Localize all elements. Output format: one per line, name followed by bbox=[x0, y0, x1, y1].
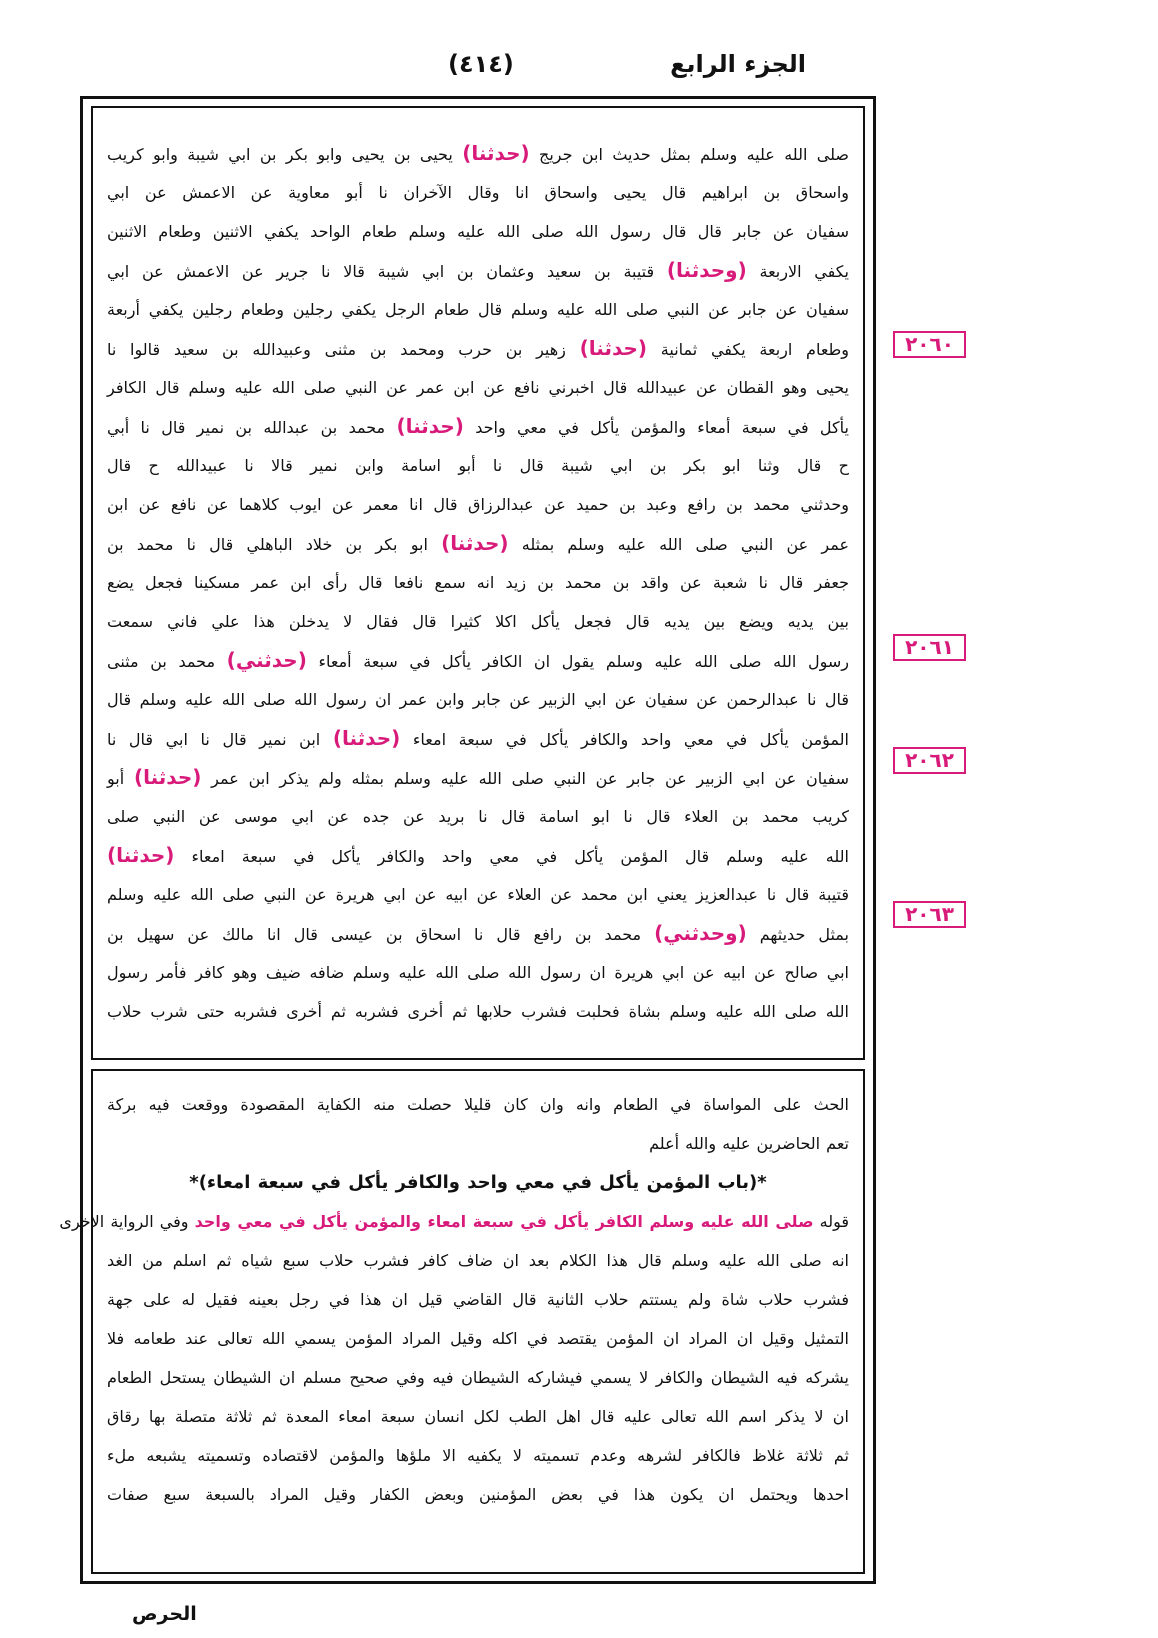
hadith-line bbox=[107, 641, 849, 680]
hadith-text-segment: وحدثني محمد بن رافع وعبد بن حميد عن عبدالرزاق قال انا معمر عن ايوب كلاهما عن نافع عن ابن bbox=[107, 495, 849, 514]
hadith-text-segment: عمر عن النبي صلى الله عليه وسلم بمثله bbox=[508, 535, 850, 554]
hadith-text-segment: يأكل في سبعة أمعاء والمؤمن يأكل في معي واحد bbox=[463, 418, 849, 437]
footer-catchword: الحرص bbox=[132, 1603, 197, 1625]
hadith-text-segment: ابن نمير قال نا ابي قال نا bbox=[107, 730, 333, 749]
hadith-line bbox=[107, 992, 849, 1031]
commentary-line: انه صلى الله عليه وسلم قال هذا الكلام بعد ان ضاف كافر فشرب حلاب سبع شياه ثم اسلم من الغد bbox=[107, 1251, 849, 1270]
hadith-text-segment: الله صلى الله عليه وسلم بشاة فحلبت فشرب حلابها ثم أخرى فشربه ثم أخرى فشربه حتى شرب حلاب bbox=[107, 1002, 849, 1021]
hadith-text-segment: صلى الله عليه وسلم بمثل حديث ابن جريج bbox=[529, 145, 849, 164]
narration-keyword: (حدثنا) bbox=[133, 765, 202, 789]
hadith-text-segment: سفيان عن جابر عن النبي صلى الله عليه وسلم قال طعام الرجل يكفي رجلين وطعام رجلين يكفي أربعة bbox=[107, 300, 849, 319]
hadith-line bbox=[107, 329, 849, 368]
hadith-text-segment: سفيان عن ابي الزبير عن جابر عن النبي صلى الله عليه وسلم بمثله ولم يذكر ابن عمر bbox=[201, 769, 850, 788]
chapter-title: *(باب المؤمن يأكل في معي واحد والكافر يأكل في سبعة امعاء)* bbox=[189, 1172, 767, 1193]
page-number: (٤١٤) bbox=[448, 50, 514, 78]
hadith-line bbox=[107, 251, 849, 290]
hadith-number-2061: ٢٠٦١ bbox=[893, 634, 966, 661]
hadith-line bbox=[107, 680, 849, 719]
narration-keyword: (حدثنا) bbox=[441, 531, 509, 555]
hadith-line bbox=[107, 368, 849, 407]
hadith-text-segment: قتيبة بن سعيد وعثمان بن ابي شيبة قالا نا جرير عن الاعمش عن ابي bbox=[107, 262, 667, 281]
commentary-line: الحث على المواساة في الطعام وانه وان كان قليلا حصلت منه الكفاية المقصودة ووقعت فيه بركة bbox=[107, 1095, 849, 1114]
commentary-line: تعم الحاضرين عليه والله أعلم bbox=[649, 1134, 849, 1153]
hadith-text-segment: واسحاق بن ابراهيم قال يحيى واسحاق انا وقال الآخران نا أبو معاوية عن الاعمش عن ابي bbox=[107, 183, 849, 202]
commentary-line: ثم ثلاثة غلاظ فالكافر لشرهه وعدم تسميته لا يكفيه الا ملؤها والمؤمن لاقتصاده وتسميته يشبعه ملء bbox=[107, 1446, 849, 1465]
hadith-text bbox=[93, 108, 863, 1031]
hadith-line bbox=[107, 446, 849, 485]
commentary-box bbox=[59, 1069, 865, 1574]
commentary-line: التمثيل وقيل ان المراد ان المؤمن يقتصد في اكله وقيل المراد المؤمن يسمي الله تعالى عند طعامه فلا bbox=[107, 1329, 849, 1348]
hadith-text-segment: جعفر قال نا شعبة عن واقد بن محمد بن زيد انه سمع نافعا قال رأى ابن عمر مسكينا فجعل يضع bbox=[107, 573, 849, 592]
hadith-text-segment: محمد بن رافع قال نا اسحاق بن عيسى قال انا مالك عن سهيل بن bbox=[107, 925, 655, 944]
narration-keyword: (حدثنا) bbox=[107, 843, 175, 867]
hadith-line bbox=[107, 719, 849, 758]
hadith-line bbox=[107, 602, 849, 641]
hadith-number-2060: ٢٠٦٠ bbox=[893, 331, 966, 358]
part-title: الجزء الرابع bbox=[670, 50, 806, 78]
hadith-text-segment: ابي صالح عن ابيه عن ابي هريرة ان رسول الله صلى الله عليه وسلم ضافه ضيف وهو كافر فأمر رسول bbox=[107, 963, 849, 982]
narration-keyword: (حدثنا) bbox=[462, 141, 530, 165]
hadith-line bbox=[107, 914, 849, 953]
hadith-line bbox=[107, 875, 849, 914]
narration-keyword: (حدثني) bbox=[226, 648, 307, 672]
narration-keyword: (حدثنا) bbox=[579, 336, 648, 360]
hadith-text-segment: الله عليه وسلم قال المؤمن يأكل في معي واحد والكافر يأكل في سبعة امعاء bbox=[174, 847, 849, 866]
quote-prefix: قوله bbox=[813, 1212, 849, 1231]
hadith-line bbox=[107, 134, 849, 173]
hadith-line bbox=[107, 953, 849, 992]
hadith-text-segment: بمثل حديثهم bbox=[746, 925, 849, 944]
hadith-text-segment: وطعام اربعة يكفي ثمانية bbox=[647, 340, 849, 359]
hadith-text-segment: المؤمن يأكل في معي واحد والكافر يأكل في سبعة امعاء bbox=[400, 730, 849, 749]
hadith-line bbox=[107, 212, 849, 251]
hadith-line bbox=[107, 407, 849, 446]
hadith-text-segment: يحيى وهو القطان عن عبيدالله قال اخبرني نافع عن ابن عمر عن النبي صلى الله عليه وسلم قال الكافر bbox=[107, 378, 849, 397]
page-frame bbox=[59, 96, 876, 1584]
commentary-line: فشرب حلاب شاة ولم يستتم حلاب الثانية قال القاضي قيل ان هذا في رجل بعينه فقيل له على جهة bbox=[107, 1290, 849, 1309]
hadith-text-segment: أبو bbox=[107, 769, 134, 788]
hadith-text-segment: سفيان عن جابر قال قال رسول الله صلى الله عليه وسلم طعام الواحد يكفي الاثنين وطعام الاثنين bbox=[107, 222, 849, 241]
hadith-text-segment: يكفي الاربعة bbox=[746, 262, 849, 281]
hadith-text-segment: زهير بن حرب ومحمد بن مثنى وعبيدالله بن سعيد قالوا نا bbox=[107, 340, 580, 359]
narration-keyword: (حدثنا) bbox=[396, 414, 464, 438]
hadith-line bbox=[107, 524, 849, 563]
hadith-text-segment: بين يديه ويضع بين يديه قال فجعل يأكل اكلا كثيرا قال فقال لا يدخلن هذا علي فاني سمعت bbox=[107, 612, 849, 631]
hadith-number-2062: ٢٠٦٢ bbox=[893, 747, 966, 774]
commentary-line: يشركه فيه الشيطان والكافر لا يسمي فيشاركه الشيطان فيه وفي صحيح مسلم ان الشيطان يستحل الطعام bbox=[107, 1368, 849, 1387]
hadith-text-box bbox=[91, 106, 865, 1060]
narration-keyword: (حدثنا) bbox=[332, 726, 401, 750]
hadith-line bbox=[107, 797, 849, 836]
quote-suffix: وفي الرواية الاخرى bbox=[59, 1212, 195, 1231]
hadith-line bbox=[107, 563, 849, 602]
commentary-line: احدها ويحتمل ان يكون هذا في بعض المؤمنين وبعض الكفار وقيل المراد بالسبعة سبع صفات bbox=[107, 1485, 849, 1504]
highlighted-quote: صلى الله عليه وسلم الكافر يأكل في سبعة امعاء والمؤمن يأكل في معي واحد bbox=[194, 1212, 814, 1231]
hadith-number-2063: ٢٠٦٣ bbox=[893, 901, 966, 928]
commentary-quote-line bbox=[59, 1202, 849, 1241]
hadith-line bbox=[107, 173, 849, 212]
hadith-text-segment: قتيبة قال نا عبدالعزيز يعني ابن محمد عن العلاء عن ابيه عن ابي هريرة عن النبي صلى الله عليه وسلم bbox=[107, 885, 849, 904]
commentary-line: ان لا يذكر اسم الله تعالى عليه قال اهل الطب لكل انسان سبعة امعاء المعدة ثم ثلاثة متصلة بها رقاق bbox=[107, 1407, 849, 1426]
hadith-text-segment: رسول الله صلى الله عليه وسلم يقول ان الكافر يأكل في سبعة أمعاء bbox=[306, 652, 849, 671]
narration-keyword: (وحدثني) bbox=[654, 921, 747, 945]
hadith-line bbox=[107, 485, 849, 524]
hadith-line bbox=[107, 758, 849, 797]
hadith-text-segment: ح قال وثنا ابو بكر بن ابي شيبة قال نا أبو اسامة وابن نمير قالا نا عبيدالله ح قال bbox=[107, 456, 849, 475]
hadith-line bbox=[107, 290, 849, 329]
hadith-text-segment: محمد بن مثنى bbox=[107, 652, 227, 671]
hadith-text-segment: محمد بن عبدالله بن نمير قال نا أبي bbox=[107, 418, 397, 437]
hadith-text-segment: كريب محمد بن العلاء قال نا ابو اسامة قال نا بريد عن جده عن ابي موسى عن النبي صلى bbox=[107, 807, 849, 826]
commentary-text bbox=[59, 1071, 863, 1514]
hadith-text-segment: قال نا عبدالرحمن عن سفيان عن ابي الزبير عن جابر وابن عمر ان رسول الله صلى الله عليه وسلم قال bbox=[107, 690, 849, 709]
hadith-line bbox=[107, 836, 849, 875]
hadith-text-segment: يحيى بن يحيى وابو بكر بن ابي شيبة وابو كريب bbox=[107, 145, 463, 164]
narration-keyword: (وحدثنا) bbox=[666, 258, 747, 282]
hadith-text-segment: ابو بكر بن خلاد الباهلي قال نا محمد بن bbox=[107, 535, 442, 554]
